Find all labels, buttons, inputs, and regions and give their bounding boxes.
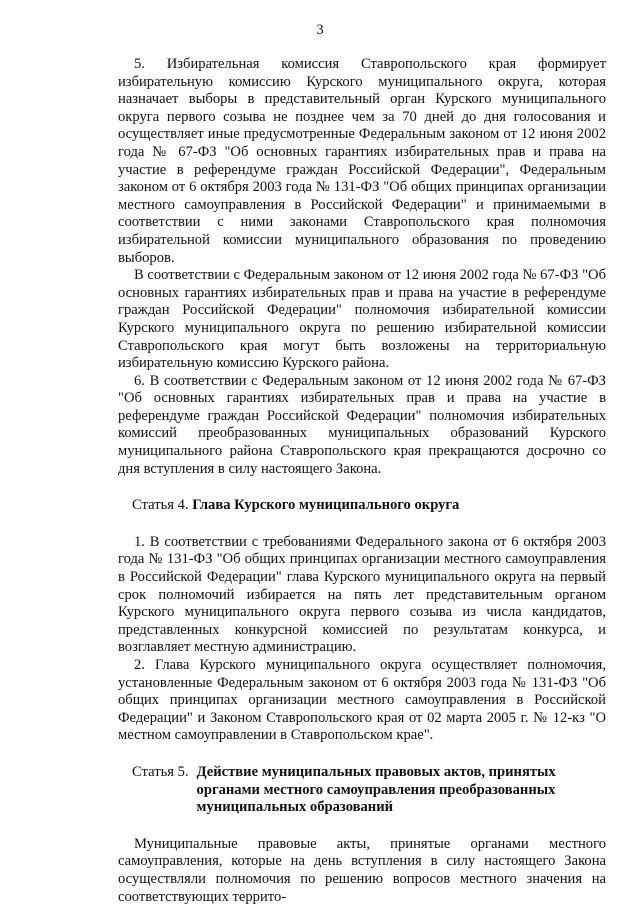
page-number: 3 (316, 22, 324, 38)
document-body (118, 56, 606, 906)
article-4-heading (118, 497, 606, 515)
paragraph-tik-kursk: В соответствии с Федеральным законом от 12 июня 2002 года № 67-ФЗ "Об основных гарантиях избирательных прав и права на участие в референдуме граждан Российской Федерации" полномочия избирательной комиссии Курского муниципального округа по решению избирательной комиссии Ставропольского края могут быть возложены на территориальную избирательную комиссию Курского района. (118, 267, 606, 372)
article-5-label: Статья 5. (132, 763, 189, 780)
paragraph-article5-text: Муниципальные правовые акты, принятые органами местного самоуправления, которые на день вступления в силу настоящего Закона осуществляли полномочия по решению вопросов местного значения на соответствующих террито- (118, 835, 606, 905)
article-4-title: Глава Курского муниципального округа (192, 497, 460, 514)
paragraph-item-5: 5. Избирательная комиссия Ставропольского края формирует избирательную комиссию Курского муниципального округа, которая назначает выборы в представительный орган Курского муниципального округа первого созыва не позднее чем за 70 дней до дня голосования и осуществляет иные предусмотренные Федеральным законом от 12 июня 2002 года № 67-ФЗ "Об основных гарантиях избирательных прав и права на участие в референдуме граждан Российской Федерации", Федеральным законом от 6 октября 2003 года № 131-ФЗ "Об общих принципах организации местного самоуправления в Российской Федерации" и принимаемыми в соответствии с ними законами Ставропольского края полномочия избирательной комиссии муниципального образования по проведению выборов. (118, 56, 606, 266)
paragraph-article4-item-1: 1. В соответствии с требованиями Федерального закона от 6 октября 2003 года № 131-ФЗ "Об общих принципах организации местного самоуправления в Российской Федерации" глава Курского муниципального округа на первый срок полномочий избирается на пять лет представительным органом Курского муниципального округа первого созыва из числа кандидатов, представленных конкурсной комиссией по результатам конкурса, и возглавляет местную администрацию. (118, 533, 606, 656)
article-5-heading (132, 764, 606, 817)
article-4-label: Статья 4. (132, 497, 189, 514)
article-5-title: Действие муниципальных правовых актов, принятых органами местного самоуправления преобразованных муниципальных образований (196, 763, 556, 816)
paragraph-article4-item-2: 2. Глава Курского муниципального округа осуществляет полномочия, установленные Федеральным законом от 6 октября 2003 года № 131-ФЗ "Об общих принципах организации местного самоуправления в Российской Федерации" и Законом Ставропольского края от 02 марта 2005 г. № 12-кз "О местном самоуправлении в Ставропольском крае". (118, 657, 606, 744)
paragraph-item-6: 6. В соответствии с Федеральным законом от 12 июня 2002 года № 67-ФЗ "Об основных гарантиях избирательных прав и права на участие в референдуме граждан Российской Федерации" полномочия избирательных комиссий преобразованных муниципальных образований Курского муниципального района Ставропольского края прекращаются досрочно со дня вступления в силу настоящего Закона. (118, 372, 606, 477)
